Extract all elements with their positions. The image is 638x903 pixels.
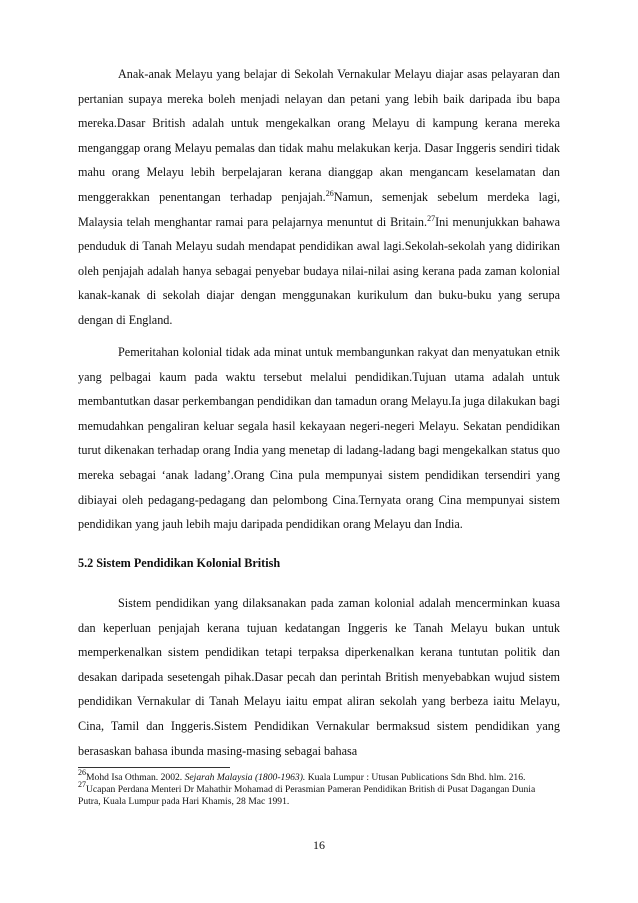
footnote-title: Sejarah Malaysia (1800-1963). [184,772,306,783]
body-section-1 [78,62,560,333]
body-section-3 [78,591,560,763]
paragraph-1-part-c: Ini menunjukkan bahawa penduduk di Tanah Melayu sudah mendapat pendidikan awal lagi.Sekolah-sekolah yang didirikan oleh penjajah adalah hanya sebagai penyebar budaya nilai-nilai asing kerana pada zaman kolonial kanak-kanak di sekolah diajar dengan menggunakan kurikulum dan buku-buku yang serupa dengan di England. [78,214,560,327]
paragraph-2: Pemeritahan kolonial tidak ada minat untuk membangunkan rakyat dan menyatukan etnik yang pelbagai kaum pada waktu tersebut melalui pendidikan.Tujuan utama adalah untuk membantutkan dasar perkembangan pendidikan dan tamadun orang Melayu.Ia juga dilakukan bagi memudahkan pengaliran keluar segala hasil kekayaan negeri-negeri Melayu. Sekatan pendidikan turut dikenakan terhadap orang India yang menetap di ladang-ladang bagi mengekalkan status quo mereka sebagai ‘anak ladang’.Orang Cina pula mempunyai sistem pendidikan tersendiri yang dibiayai oleh pedagang-pedagang dan pelombong Cina.Ternyata orang Cina mempunyai sistem pendidikan yang jauh lebih maju daripada pendidikan orang Melayu dan India. [78,345,560,532]
body-section-2 [78,340,560,537]
footnote-ref-27[interactable]: 27 [427,213,436,223]
paragraph-1-part-a: Anak-anak Melayu yang belajar di Sekolah Vernakular Melayu diajar asas pelayaran dan pertanian supaya mereka boleh menjadi nelayan dan petani yang lebih baik daripada ibu bapa mereka.Dasar British adalah untuk mengekalkan orang Melayu di kampung kerana mereka menganggap orang Melayu pemalas dan tidak mahu melakukan kerja. Dasar Inggeris sendiri tidak mahu orang Melayu lebih berpelajaran kerana dianggap akan mengancam keselamatan dan menggerakkan penentangan terhadap penjajah. [78,67,560,204]
paragraph-1-part-b: Namun, semenjak sebelum merdeka lagi, Malaysia telah menghantar ramai para pelajarnya menuntut di Britain. [78,189,560,229]
page-number: 16 [313,838,325,852]
footnote-publisher: Kuala Lumpur : Utusan Publications Sdn Bhd. hlm. 216. [305,772,526,783]
footnote-27 [78,779,560,808]
paragraph-3: Sistem pendidikan yang dilaksanakan pada zaman kolonial adalah mencerminkan kuasa dan keperluan penjajah kerana tujuan kedatangan Inggeris ke Tanah Melayu bukan untuk memperkenalkan sistem pendidikan tetapi terpaksa diperkenalkan kerana tuntutan politik dan desakan daripada sesetengah pihak.Dasar pecah dan perintah British menyebabkan wujud sistem pendidikan Vernakular di Tanah Melayu iaitu empat aliran sekolah yang berbeza iaitu Melayu, Cina, Tamil dan Inggeris.Sistem Pendidikan Vernakular bermaksud sistem pendidikan yang berasaskan bahasa ibunda masing-masing sebagai bahasa [78,596,560,758]
footnote-number: 27 [78,779,86,789]
footnote-ref-26[interactable]: 26 [325,188,334,198]
paragraph-1 [78,62,560,333]
footnote-text: Ucapan Perdana Menteri Dr Mahathir Mohamad di Perasmian Pameran Pendidikan British di Pusat Dagangan Dunia Putra, Kuala Lumpur pada Hari Khamis, 28 Mac 1991. [78,783,536,807]
section-heading: 5.2 Sistem Pendidikan Kolonial British [78,556,281,570]
footnotes [78,768,560,807]
footnote-number: 26 [78,768,86,777]
footnote-author: Mohd Isa Othman. 2002. [86,772,185,783]
footnote-divider [78,767,230,768]
footnote-26 [78,768,560,784]
